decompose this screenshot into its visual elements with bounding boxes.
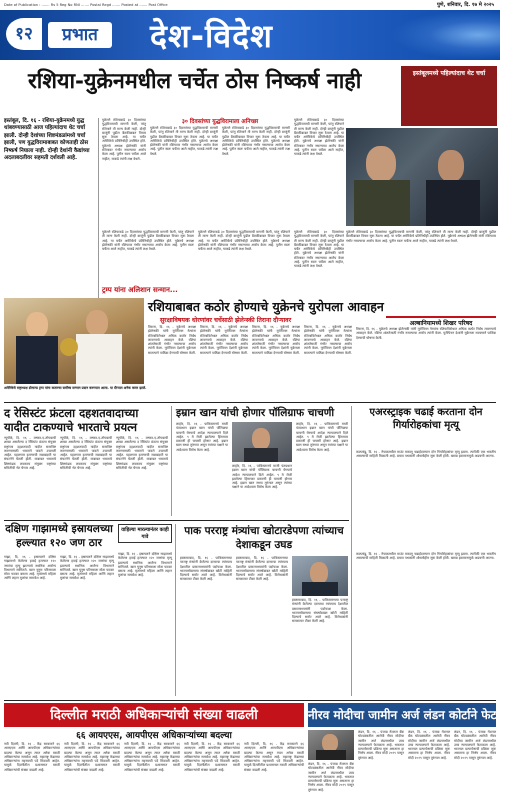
brand-logo: प्रभात	[48, 22, 112, 48]
europe-body-col2: तिराना, दि. १६ - युक्रेनचे अध्यक्ष झेलेन्स्की यांनी युरोपियन नेत्यांना रशियाविरोधात अधिक कठोर निर्बंध लावण्याचे आवाहन केले. रशिया शांततेसाठी गंभीर नसल्याचा आरोप त्यांनी केला. युरोपियन देशांनी युक्रेनला सातत्याने पाठिंबा देण्याची घोषणा केली.	[200, 325, 248, 355]
delhi-body-col3: नवी दिल्ली, दि. १६ - केंद्र सरकारने ६६ आयएएस आणि आयपीएस अधिकाऱ्यांच्या बदल्या केल्या असून त्यात अनेक मराठी अधिकाऱ्यांचा समावेश आहे. महाराष्ट्र केडरच्या अधिकाऱ्यांना महत्त्वाची पदे मिळाली आहेत. यामुळे दिल्लीतील प्रशासनात मराठी अधिकाऱ्यांची संख्या वाढली आहे.	[124, 742, 180, 772]
delhi-body-col5: नवी दिल्ली, दि. १६ - केंद्र सरकारने ६६ आयएएस आणि आयपीएस अधिकाऱ्यांच्या बदल्या केल्या असून त्यात अनेक मराठी अधिकाऱ्यांचा समावेश आहे. महाराष्ट्र केडरच्या अधिकाऱ्यांना महत्त्वाची पदे मिळाली आहेत. यामुळे दिल्लीतील प्रशासनात मराठी अधिकाऱ्यांची संख्या वाढली आहे.	[244, 742, 304, 772]
trump-photo	[4, 298, 144, 384]
imran-body-col3: लाहोर, दि. १६ - पाकिस्तानचे माजी पंतप्रधान इम्रान खान यांची पॉलिग्राफ चाचणी घेण्याचे आदेश न्यायालयाने दिले आहेत. ९ मे रोजी झालेल्या हिंसाचार प्रकरणी ही चाचणी होणार आहे. इम्रान खान सध्या तुरुंगात असून त्यांच्या पक्षाने या आदेशाला विरोध केला आहे.	[296, 422, 348, 452]
delhi-banner: दिल्लीत मराठी अधिकाऱ्यांची संख्या वाढली	[4, 703, 304, 727]
pakistan-body-col3: इस्लामाबाद, दि. १६ - पाकिस्तानच्या परराष्ट्र मंत्र्यांनी केलेल्या दाव्याचा त्यांच्याच देशातील प्रसारमाध्यमांनी पर्दाफाश केला. भारतासोबतच्या संघर्षाबाबत खोटी माहिती दिल्याचे समोर आले आहे. विरोधकांनी सरकारवर टीका केली आहे.	[292, 598, 348, 624]
europe-headline: रशियाबाबत कठोर होण्याचे युक्रेनचे युरोपला आवाहन	[148, 299, 384, 314]
zelensky-photo	[346, 128, 498, 226]
section-title: देश-विदेश	[150, 17, 273, 55]
issue-date: पुणे, शनिवार, दि. १७ मे २०२५	[437, 2, 494, 8]
europe-subhead: सुरक्षाविषयक धोरणांवर चर्चेसाठी झेलेन्स्की तिराना दौऱ्यावर	[160, 317, 292, 324]
lead-intro: इस्तंबूल, दि. १६ - रशिया-युक्रेनमध्ये युद्ध थांबवण्यासाठी आज पहिल्यांदाच थेट चर्चा झाली. दोन्ही देशांच्या शिष्टमंडळांमध्ये चर्चा झाली, पण युद्धविरामाबाबत कोणताही ठोस निष्कर्ष निघाला नाही. दोन्ही देशांनी कैद्यांच्या अदलाबदलीवर सहमती दर्शवली आहे.	[4, 118, 90, 162]
europe-side-head: अल्बानियामध्ये शिखर परिषद	[386, 316, 496, 327]
lead-body-col3: युक्रेनने रशियाकडे ३० दिवसांच्या युद्धविरामाची मागणी केली, परंतु रशियाने ती मान्य केली नाही. दोन्ही बाजूंनी पुढील बैठकीबाबत विचार सुरू ठेवला आहे. या चर्चेत अमेरिकेचे प्रतिनिधीही उपस्थित होते. युक्रेनचे अध्यक्ष झेलेन्स्की यांनी रशियावर गंभीर नसल्याचा आरोप केला आहे. पुतीन स्वतः चर्चेला आले नाहीत, याकडे त्यांनी लक्ष वेधले.	[222, 126, 290, 156]
europe-body-col4: तिराना, दि. १६ - युक्रेनचे अध्यक्ष झेलेन्स्की यांनी युरोपियन नेत्यांना रशियाविरोधात अधिक कठोर निर्बंध लावण्याचे आवाहन केले. रशिया शांततेसाठी गंभीर नसल्याचा आरोप त्यांनी केला. युरोपियन देशांनी युक्रेनला सातत्याने पाठिंबा देण्याची घोषणा केली.	[304, 325, 352, 355]
lead-body-col1: युक्रेनने रशियाकडे ३० दिवसांच्या युद्धविरामाची मागणी केली, परंतु रशियाने ती मान्य केली नाही. दोन्ही बाजूंनी पुढील बैठकीबाबत विचार सुरू ठेवला आहे. या चर्चेत अमेरिकेचे प्रतिनिधीही उपस्थित होते. युक्रेनचे अध्यक्ष झेलेन्स्की यांनी रशियावर गंभीर नसल्याचा आरोप केला आहे. पुतीन स्वतः चर्चेला आले नाहीत, याकडे त्यांनी लक्ष वेधले.	[102, 118, 146, 161]
nirav-banner: नीरव मोदीचा जामीन अर्ज लंडन कोर्टाने फेटाळला	[308, 703, 496, 727]
climbers-body-col2: काठमांडू, दि. १६ - नेपाळमधील माउंट मकालू चढाईदरम्यान दोन गिर्यारोहकांचा मृत्यू झाला. त्यापैकी एक भारतीय असल्याची माहिती मिळाली आहे. बचाव पथकांनी शोधमोहीम सुरू केली होती. खराब हवामानामुळे अडचणी आल्या.	[356, 552, 496, 561]
lead-side-note: इस्तंबूलमध्ये पहिल्यांदाच थेट चर्चा	[401, 66, 497, 126]
masthead	[0, 10, 500, 60]
lead-body-col4: युक्रेनने रशियाकडे ३० दिवसांच्या युद्धविरामाची मागणी केली, परंतु रशियाने ती मान्य केली नाही. दोन्ही बाजूंनी पुढील बैठकीबाबत विचार सुरू ठेवला आहे. या चर्चेत अमेरिकेचे प्रतिनिधीही उपस्थित होते. युक्रेनचे अध्यक्ष झेलेन्स्की यांनी रशियावर गंभीर नसल्याचा आरोप केला आहे. पुतीन स्वतः चर्चेला आले नाहीत, याकडे त्यांनी लक्ष वेधले.	[294, 118, 344, 157]
resistance-body-col1: न्यूयॉर्क, दि. १६ - लष्कर-ए-तोयबाची शाखा असलेल्या द रेसिस्टंट फ्रंटला संयुक्त राष्ट्रांच्या दहशतवादी यादीत समाविष्ट करण्यासाठी भारताने पावले उचलली आहेत. पहलगाम हल्ल्याची जबाबदारी या संघटनेने घेतली होती. याबाबत भारताचे शिष्टमंडळ लवकरच संयुक्त राष्ट्रांच्या समितीची भेट घेणार आहे.	[4, 436, 56, 471]
delhi-body-col4: नवी दिल्ली, दि. १६ - केंद्र सरकारने ६६ आयएएस आणि आयपीएस अधिकाऱ्यांच्या बदल्या केल्या असून त्यात अनेक मराठी अधिकाऱ्यांचा समावेश आहे. महाराष्ट्र केडरच्या अधिकाऱ्यांना महत्त्वाची पदे मिळाली आहेत. यामुळे दिल्लीतील प्रशासनात मराठी अधिकाऱ्यांची संख्या वाढली आहे.	[184, 742, 240, 772]
lead-box-headline: ३० दिवसांच्या युद्धविरामाला अनिच्छा	[181, 119, 259, 125]
resistance-body-col3: न्यूयॉर्क, दि. १६ - लष्कर-ए-तोयबाची शाखा असलेल्या द रेसिस्टंट फ्रंटला संयुक्त राष्ट्रांच्या दहशतवादी यादीत समाविष्ट करण्यासाठी भारताने पावले उचलली आहेत. पहलगाम हल्ल्याची जबाबदारी या संघटनेने घेतली होती. याबाबत भारताचे शिष्टमंडळ लवकरच संयुक्त राष्ट्रांच्या समितीची भेट घेणार आहे.	[116, 436, 168, 471]
nirav-photo	[308, 730, 354, 760]
pakistan-headline: पाक परराष्ट्र मंत्र्यांचा खोटारडेपणा त्यांच्याच देशाकडून उघड	[184, 525, 344, 551]
delhi-subhead: ६६ आयएएस, आयपीएस अधिकाऱ्यांच्या बदल्या	[76, 731, 232, 741]
nirav-body-col1: लंडन, दि. १६ - पंजाब नॅशनल बँक घोटाळ्यातील आरोपी नीरव मोदीचा जामीन अर्ज लंडनमधील उच्च न्यायालयाने फेटाळला आहे. भारतात प्रत्यार्पणाची प्रक्रिया सुरू असताना हा निर्णय आला. नीरव मोदी २०१९ पासून तुरुंगात आहे.	[308, 762, 354, 792]
gaza-body-col2: गाझा, दि. १६ - इस्रायलने दक्षिण गाझामध्ये केलेल्या हवाई हल्ल्यात १२० जणांचा मृत्यू झाल्याचे स्थानिक आरोग्य विभागाने सांगितले. खान युनुस परिसराला मोठा फटका बसला आहे. मृतांमध्ये महिला आणि लहान मुलांचा समावेश आहे.	[60, 555, 114, 581]
resistance-body-col2: न्यूयॉर्क, दि. १६ - लष्कर-ए-तोयबाची शाखा असलेल्या द रेसिस्टंट फ्रंटला संयुक्त राष्ट्रांच्या दहशतवादी यादीत समाविष्ट करण्यासाठी भारताने पावले उचलली आहेत. पहलगाम हल्ल्याची जबाबदारी या संघटनेने घेतली होती. याबाबत भारताचे शिष्टमंडळ लवकरच संयुक्त राष्ट्रांच्या समितीची भेट घेणार आहे.	[60, 436, 112, 471]
europe-body-col1: तिराना, दि. १६ - युक्रेनचे अध्यक्ष झेलेन्स्की यांनी युरोपियन नेत्यांना रशियाविरोधात अधिक कठोर निर्बंध लावण्याचे आवाहन केले. रशिया शांततेसाठी गंभीर नसल्याचा आरोप त्यांनी केला. युरोपियन देशांनी युक्रेनला सातत्याने पाठिंबा देण्याची घोषणा केली.	[148, 325, 196, 355]
pakistan-minister-photo	[292, 556, 348, 596]
gaza-body-col1: गाझा, दि. १६ - इस्रायलने दक्षिण गाझामध्ये केलेल्या हवाई हल्ल्यात १२० जणांचा मृत्यू झाल्याचे स्थानिक आरोग्य विभागाने सांगितले. खान युनुस परिसराला मोठा फटका बसला आहे. मृतांमध्ये महिला आणि लहान मुलांचा समावेश आहे.	[4, 555, 56, 581]
europe-body-col5: तिराना, दि. १६ - युक्रेनचे अध्यक्ष झेलेन्स्की यांनी युरोपियन नेत्यांना रशियाविरोधात अधिक कठोर निर्बंध लावण्याचे आवाहन केले. रशिया शांततेसाठी गंभीर नसल्याचा आरोप त्यांनी केला. युरोपियन देशांनी युक्रेनला सातत्याने पाठिंबा देण्याची घोषणा केली.	[356, 327, 496, 340]
imran-headline: इम्रान खान यांची होणार पॉलिग्राफ चाचणी	[176, 407, 335, 419]
resistance-headline: द रेसिस्टंट फ्रंटला दहशतवादाच्या यादीत टाकण्याचे भारताचे प्रयत्न	[4, 406, 139, 434]
lead-headline: रशिया-युक्रेनमधील चर्चेत ठोस निष्कर्ष नाही	[28, 69, 362, 94]
gaza-body-col3: गाझा, दि. १६ - इस्रायलने दक्षिण गाझामध्ये केलेल्या हवाई हल्ल्यात १२० जणांचा मृत्यू झाल्याचे स्थानिक आरोग्य विभागाने सांगितले. खान युनुस परिसराला मोठा फटका बसला आहे. मृतांमध्ये महिला आणि लहान मुलांचा समावेश आहे.	[118, 552, 172, 578]
trump-caption: ट्रम्प यांना अलिशान सन्मान...	[102, 286, 178, 294]
nirav-body-col2: लंडन, दि. १६ - पंजाब नॅशनल बँक घोटाळ्यातील आरोपी नीरव मोदीचा जामीन अर्ज लंडनमधील उच्च न्यायालयाने फेटाळला आहे. भारतात प्रत्यार्पणाची प्रक्रिया सुरू असताना हा निर्णय आला. नीरव मोदी २०१९ पासून तुरुंगात आहे.	[358, 730, 404, 760]
publication-meta: Date of Publication : ....... Rs 5 Reg No RNI ....... Postal Regd ....... Posted at ....... Post Office	[4, 3, 168, 7]
europe-body-col3: तिराना, दि. १६ - युक्रेनचे अध्यक्ष झेलेन्स्की यांनी युरोपियन नेत्यांना रशियाविरोधात अधिक कठोर निर्बंध लावण्याचे आवाहन केले. रशिया शांततेसाठी गंभीर नसल्याचा आरोप त्यांनी केला. युरोपियन देशांनी युक्रेनला सातत्याने पाठिंबा देण्याची घोषणा केली.	[252, 325, 300, 355]
climbers-headline: एअरस्ट्राइक चढाई करताना दोन गिर्यारोहकांचा मृत्यू	[369, 407, 483, 431]
lead-body-lower2: युक्रेनने रशियाकडे ३० दिवसांच्या युद्धविरामाची मागणी केली, परंतु रशियाने ती मान्य केली नाही. दोन्ही बाजूंनी पुढील बैठकीबाबत विचार सुरू ठेवला आहे. या चर्चेत अमेरिकेचे प्रतिनिधीही उपस्थित होते. युक्रेनचे अध्यक्ष झेलेन्स्की यांनी रशियावर गंभीर नसल्याचा आरोप केला आहे. पुतीन स्वतः चर्चेला आले नाहीत, याकडे त्यांनी लक्ष वेधले.	[198, 230, 290, 252]
imran-body-col2: लाहोर, दि. १६ - पाकिस्तानचे माजी पंतप्रधान इम्रान खान यांची पॉलिग्राफ चाचणी घेण्याचे आदेश न्यायालयाने दिले आहेत. ९ मे रोजी झालेल्या हिंसाचार प्रकरणी ही चाचणी होणार आहे. इम्रान खान सध्या तुरुंगात असून त्यांच्या पक्षाने या आदेशाला विरोध केला आहे.	[232, 464, 292, 490]
lead-body-lower3: युक्रेनने रशियाकडे ३० दिवसांच्या युद्धविरामाची मागणी केली, परंतु रशियाने ती मान्य केली नाही. दोन्ही बाजूंनी पुढील बैठकीबाबत विचार सुरू ठेवला आहे. या चर्चेत अमेरिकेचे प्रतिनिधीही उपस्थित होते. युक्रेनचे अध्यक्ष झेलेन्स्की यांनी रशियावर गंभीर नसल्याचा आरोप केला आहे. पुतीन स्वतः चर्चेला आले नाहीत, याकडे त्यांनी लक्ष वेधले.	[294, 230, 344, 269]
lead-body-lower1: युक्रेनने रशियाकडे ३० दिवसांच्या युद्धविरामाची मागणी केली, परंतु रशियाने ती मान्य केली नाही. दोन्ही बाजूंनी पुढील बैठकीबाबत विचार सुरू ठेवला आहे. या चर्चेत अमेरिकेचे प्रतिनिधीही उपस्थित होते. युक्रेनचे अध्यक्ष झेलेन्स्की यांनी रशियावर गंभीर नसल्याचा आरोप केला आहे. पुतीन स्वतः चर्चेला आले नाहीत, याकडे त्यांनी लक्ष वेधले.	[102, 230, 194, 252]
gaza-headline: दक्षिण गाझामध्ये इस्रायलच्या हल्ल्यात १२० जण ठार	[5, 523, 113, 549]
delhi-body-col1: नवी दिल्ली, दि. १६ - केंद्र सरकारने ६६ आयएएस आणि आयपीएस अधिकाऱ्यांच्या बदल्या केल्या असून त्यात अनेक मराठी अधिकाऱ्यांचा समावेश आहे. महाराष्ट्र केडरच्या अधिकाऱ्यांना महत्त्वाची पदे मिळाली आहेत. यामुळे दिल्लीतील प्रशासनात मराठी अधिकाऱ्यांची संख्या वाढली आहे.	[4, 742, 60, 772]
trump-photo-caption: अमेरिकेचे राष्ट्राध्यक्ष डोनाल्ड ट्रम्प यांना कतारचा सर्वोच्च सन्मान प्रदान करण्यात आला. या दौऱ्यात अनेक करार झाले.	[4, 386, 147, 390]
imran-photo	[232, 422, 292, 462]
lead-body-col2: युक्रेनने रशियाकडे ३० दिवसांच्या युद्धविरामाची मागणी केली, परंतु रशियाने ती मान्य केली नाही. दोन्ही बाजूंनी पुढील बैठकीबाबत विचार सुरू ठेवला आहे. या चर्चेत अमेरिकेचे प्रतिनिधीही उपस्थित होते. युक्रेनचे अध्यक्ष झेलेन्स्की यांनी रशियावर गंभीर नसल्याचा आरोप केला आहे. पुतीन स्वतः चर्चेला आले नाहीत, याकडे त्यांनी लक्ष वेधले.	[150, 126, 218, 156]
gaza-label: वाहिल्या मारल्यानंतर काही गावे	[118, 524, 172, 543]
nirav-body-col4: लंडन, दि. १६ - पंजाब नॅशनल बँक घोटाळ्यातील आरोपी नीरव मोदीचा जामीन अर्ज लंडनमधील उच्च न्यायालयाने फेटाळला आहे. भारतात प्रत्यार्पणाची प्रक्रिया सुरू असताना हा निर्णय आला. नीरव मोदी २०१९ पासून तुरुंगात आहे.	[454, 730, 496, 760]
globe-icon	[390, 10, 500, 60]
climbers-body-col1: काठमांडू, दि. १६ - नेपाळमधील माउंट मकालू चढाईदरम्यान दोन गिर्यारोहकांचा मृत्यू झाला. त्यापैकी एक भारतीय असल्याची माहिती मिळाली आहे. बचाव पथकांनी शोधमोहीम सुरू केली होती. खराब हवामानामुळे अडचणी आल्या.	[356, 450, 496, 459]
lead-body-lower4: युक्रेनने रशियाकडे ३० दिवसांच्या युद्धविरामाची मागणी केली, परंतु रशियाने ती मान्य केली नाही. दोन्ही बाजूंनी पुढील बैठकीबाबत विचार सुरू ठेवला आहे. या चर्चेत अमेरिकेचे प्रतिनिधीही उपस्थित होते. युक्रेनचे अध्यक्ष झेलेन्स्की यांनी रशियावर गंभीर नसल्याचा आरोप केला आहे. पुतीन स्वतः चर्चेला आले नाहीत, याकडे त्यांनी लक्ष वेधले.	[346, 230, 496, 243]
page-number: १२	[6, 18, 42, 50]
nirav-body-col3: लंडन, दि. १६ - पंजाब नॅशनल बँक घोटाळ्यातील आरोपी नीरव मोदीचा जामीन अर्ज लंडनमधील उच्च न्यायालयाने फेटाळला आहे. भारतात प्रत्यार्पणाची प्रक्रिया सुरू असताना हा निर्णय आला. नीरव मोदी २०१९ पासून तुरुंगात आहे.	[408, 730, 450, 760]
pakistan-body-col2: इस्लामाबाद, दि. १६ - पाकिस्तानच्या परराष्ट्र मंत्र्यांनी केलेल्या दाव्याचा त्यांच्याच देशातील प्रसारमाध्यमांनी पर्दाफाश केला. भारतासोबतच्या संघर्षाबाबत खोटी माहिती दिल्याचे समोर आले आहे. विरोधकांनी सरकारवर टीका केली आहे.	[236, 556, 288, 582]
imran-body-col1: लाहोर, दि. १६ - पाकिस्तानचे माजी पंतप्रधान इम्रान खान यांची पॉलिग्राफ चाचणी घेण्याचे आदेश न्यायालयाने दिले आहेत. ९ मे रोजी झालेल्या हिंसाचार प्रकरणी ही चाचणी होणार आहे. इम्रान खान सध्या तुरुंगात असून त्यांच्या पक्षाने या आदेशाला विरोध केला आहे.	[176, 422, 228, 452]
pakistan-body-col1: इस्लामाबाद, दि. १६ - पाकिस्तानच्या परराष्ट्र मंत्र्यांनी केलेल्या दाव्याचा त्यांच्याच देशातील प्रसारमाध्यमांनी पर्दाफाश केला. भारतासोबतच्या संघर्षाबाबत खोटी माहिती दिल्याचे समोर आले आहे. विरोधकांनी सरकारवर टीका केली आहे.	[180, 556, 232, 582]
delhi-body-col2: नवी दिल्ली, दि. १६ - केंद्र सरकारने ६६ आयएएस आणि आयपीएस अधिकाऱ्यांच्या बदल्या केल्या असून त्यात अनेक मराठी अधिकाऱ्यांचा समावेश आहे. महाराष्ट्र केडरच्या अधिकाऱ्यांना महत्त्वाची पदे मिळाली आहेत. यामुळे दिल्लीतील प्रशासनात मराठी अधिकाऱ्यांची संख्या वाढली आहे.	[64, 742, 120, 772]
